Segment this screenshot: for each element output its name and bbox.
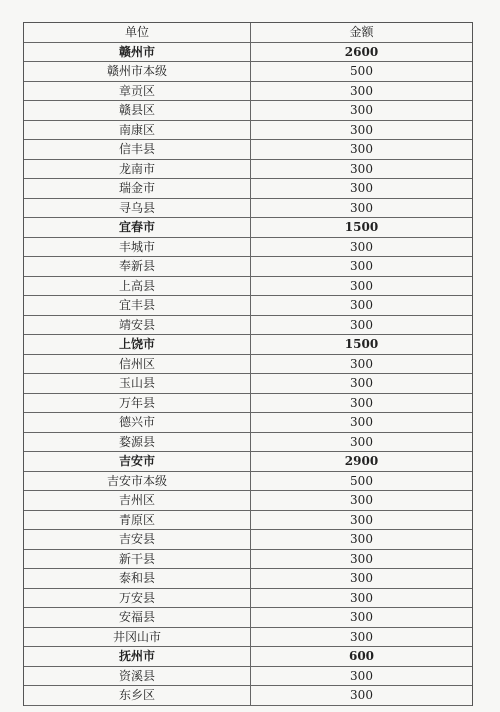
city-subtotal-row — [24, 335, 472, 355]
amount-cell: 300 — [350, 83, 373, 98]
amount-cell: 300 — [350, 395, 373, 410]
unit-name-cell: 青原区 — [24, 511, 251, 530]
table-row — [24, 608, 472, 628]
table-row — [24, 296, 472, 316]
amount-cell: 300 — [350, 629, 373, 644]
amount-cell: 500 — [350, 473, 373, 488]
amount-cell: 300 — [350, 434, 373, 449]
unit-name-cell: 章贡区 — [24, 82, 251, 101]
table-row — [24, 82, 472, 102]
city-subtotal-row — [24, 43, 472, 63]
table-row — [24, 101, 472, 121]
amount-cell: 300 — [350, 512, 373, 527]
amount-cell: 500 — [350, 64, 373, 79]
table-row — [24, 491, 472, 511]
amount-cell: 300 — [350, 668, 373, 683]
table-row — [24, 257, 472, 277]
table-row — [24, 160, 472, 180]
unit-name-cell: 瑞金市 — [24, 179, 251, 198]
unit-name-cell: 抚州市 — [24, 647, 251, 666]
unit-name-cell: 丰城市 — [24, 238, 251, 257]
table-row — [24, 628, 472, 648]
table-row — [24, 394, 472, 414]
table-row — [24, 589, 472, 609]
header-unit: 单位 — [24, 23, 251, 42]
table-row — [24, 316, 472, 336]
amount-cell: 300 — [350, 259, 373, 274]
table-row — [24, 140, 472, 160]
table-row — [24, 199, 472, 219]
unit-name-cell: 新干县 — [24, 550, 251, 569]
unit-name-cell: 安福县 — [24, 608, 251, 627]
table-row — [24, 413, 472, 433]
amount-cell: 300 — [350, 532, 373, 547]
table-row — [24, 550, 472, 570]
amount-cell: 300 — [350, 571, 373, 586]
amount-cell: 300 — [350, 103, 373, 118]
amount-cell: 300 — [350, 688, 373, 703]
unit-name-cell: 宜春市 — [24, 218, 251, 237]
amount-cell: 300 — [350, 590, 373, 605]
header-amount: 金额 — [349, 25, 374, 40]
unit-name-cell: 宜丰县 — [24, 296, 251, 315]
table-row — [24, 433, 472, 453]
amount-cell: 300 — [350, 317, 373, 332]
amount-cell: 2600 — [344, 44, 379, 59]
city-subtotal-row — [24, 218, 472, 238]
city-subtotal-row — [24, 647, 472, 667]
amount-cell: 300 — [350, 415, 373, 430]
unit-name-cell: 赣州市 — [24, 43, 251, 62]
table-row — [24, 511, 472, 531]
unit-name-cell: 德兴市 — [24, 413, 251, 432]
table-row — [24, 355, 472, 375]
amount-cell: 300 — [350, 181, 373, 196]
table-row — [24, 179, 472, 199]
amount-cell: 300 — [350, 376, 373, 391]
table-row — [24, 121, 472, 141]
unit-name-cell: 信丰县 — [24, 140, 251, 159]
table-row — [24, 667, 472, 687]
table-row — [24, 569, 472, 589]
unit-name-cell: 寻乌县 — [24, 199, 251, 218]
amount-cell: 1500 — [344, 337, 379, 352]
unit-name-cell: 上高县 — [24, 277, 251, 296]
unit-name-cell: 吉安市本级 — [24, 472, 251, 491]
unit-name-cell: 东乡区 — [24, 686, 251, 705]
unit-name-cell: 南康区 — [24, 121, 251, 140]
amount-cell: 300 — [350, 239, 373, 254]
unit-name-cell: 万年县 — [24, 394, 251, 413]
amount-cell: 1500 — [344, 220, 379, 235]
unit-name-cell: 玉山县 — [24, 374, 251, 393]
amount-cell: 300 — [350, 142, 373, 157]
unit-name-cell: 龙南市 — [24, 160, 251, 179]
amount-cell: 300 — [350, 122, 373, 137]
amount-cell: 300 — [350, 551, 373, 566]
amount-cell: 300 — [350, 356, 373, 371]
unit-name-cell: 万安县 — [24, 589, 251, 608]
amount-cell: 2900 — [344, 454, 379, 469]
unit-name-cell: 泰和县 — [24, 569, 251, 588]
amount-cell: 300 — [350, 278, 373, 293]
unit-name-cell: 奉新县 — [24, 257, 251, 276]
table-row — [24, 277, 472, 297]
amount-cell: 300 — [350, 610, 373, 625]
table-row — [24, 530, 472, 550]
table-row — [24, 374, 472, 394]
allocation-table — [23, 22, 473, 706]
amount-cell: 300 — [350, 161, 373, 176]
table-header-row — [24, 23, 472, 43]
amount-cell: 300 — [350, 493, 373, 508]
city-subtotal-row — [24, 452, 472, 472]
unit-name-cell: 吉安市 — [24, 452, 251, 471]
unit-name-cell: 信州区 — [24, 355, 251, 374]
unit-name-cell: 上饶市 — [24, 335, 251, 354]
unit-name-cell: 资溪县 — [24, 667, 251, 686]
amount-cell: 300 — [350, 200, 373, 215]
unit-name-cell: 井冈山市 — [24, 628, 251, 647]
table-row — [24, 472, 472, 492]
unit-name-cell: 赣州市本级 — [24, 62, 251, 81]
table-row — [24, 686, 472, 706]
amount-cell: 600 — [348, 649, 375, 664]
table-body — [24, 43, 472, 706]
unit-name-cell: 靖安县 — [24, 316, 251, 335]
unit-name-cell: 吉州区 — [24, 491, 251, 510]
table-row — [24, 62, 472, 82]
unit-name-cell: 婺源县 — [24, 433, 251, 452]
unit-name-cell: 吉安县 — [24, 530, 251, 549]
unit-name-cell: 赣县区 — [24, 101, 251, 120]
amount-cell: 300 — [350, 298, 373, 313]
table-row — [24, 238, 472, 258]
